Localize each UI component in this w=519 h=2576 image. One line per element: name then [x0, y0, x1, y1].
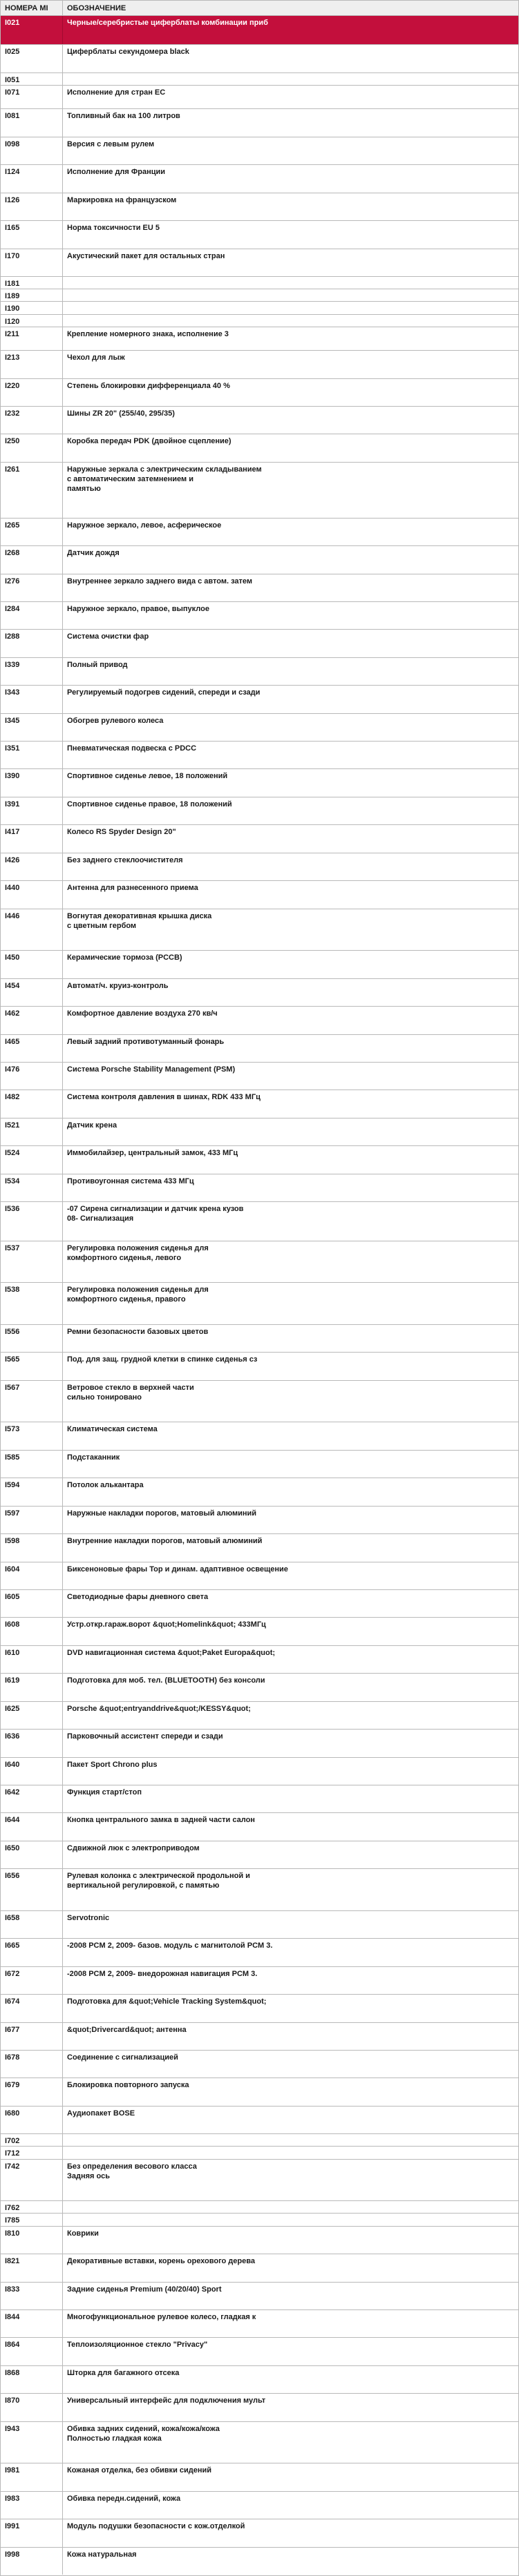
option-description: Обивка передн.сидений, кожа: [67, 2495, 181, 2503]
option-description: Керамические тормоза (PCCB): [67, 953, 182, 962]
table-row[interactable]: [1, 713, 518, 741]
table-row[interactable]: [1, 2022, 518, 2050]
option-description: Пневматическая подвеска с PDCC: [67, 744, 197, 753]
option-description: Наружные зеркала с электрическим складыванием с автоматическим затемнением и памятью: [67, 465, 262, 493]
option-code: I658: [1, 1911, 63, 1938]
table-header: [1, 0, 518, 15]
table-row[interactable]: [1, 1533, 518, 1562]
option-description: Servotronic: [67, 1914, 110, 1922]
option-code: I598: [1, 1534, 63, 1562]
option-code: I672: [1, 1967, 63, 1994]
option-code: I573: [1, 1422, 63, 1450]
option-code: I625: [1, 1702, 63, 1729]
option-description: Коробка передач PDK (двойное сцепление): [67, 437, 232, 445]
option-description: Декоративные вставки, корень орехового дерева: [67, 2257, 255, 2265]
option-description: Функция старт/стоп: [67, 1788, 142, 1797]
table-row[interactable]: [1, 108, 518, 137]
table-row[interactable]: [1, 1645, 518, 1673]
option-code: I610: [1, 1646, 63, 1673]
option-description: Система контроля давления в шинах, RDK 433 МГц: [67, 1093, 261, 1101]
option-description: Антенна для разнесенного приема: [67, 884, 198, 892]
option-code: I261: [1, 463, 63, 518]
table-row[interactable]: [1, 1938, 518, 1966]
option-description: Маркировка на французском: [67, 196, 177, 204]
option-description: Регулировка положения сиденья для комфортного сиденья, правого: [67, 1286, 209, 1304]
option-code: I426: [1, 853, 63, 880]
table-row[interactable]: [1, 1352, 518, 1380]
option-description: Коврики: [67, 2229, 99, 2238]
option-code: I454: [1, 979, 63, 1006]
option-code: I640: [1, 1758, 63, 1785]
option-description: Устр.откр.гараж.ворот &quot;Homelink&quot; 433МГц: [67, 1620, 266, 1629]
option-description: Датчик дождя: [67, 549, 120, 557]
table-row[interactable]: [1, 1673, 518, 1701]
table-row[interactable]: [1, 1994, 518, 2022]
table-row[interactable]: [1, 2519, 518, 2547]
table-row[interactable]: [1, 2106, 518, 2133]
table-row[interactable]: [1, 1241, 518, 1282]
option-description: Биксеноновые фары Top и динам. адаптивное освещение: [67, 1565, 288, 1573]
table-row[interactable]: [1, 1757, 518, 1785]
option-description: Левый задний противотуманный фонарь: [67, 1038, 225, 1046]
table-row[interactable]: [1, 950, 518, 978]
option-code: I844: [1, 2310, 63, 2337]
table-row[interactable]: [1, 2309, 518, 2337]
option-code: I284: [1, 602, 63, 629]
option-code: I211: [1, 327, 63, 350]
table-row[interactable]: [1, 2491, 518, 2519]
option-description: Пакет Sport Chrono plus: [67, 1761, 158, 1769]
table-row[interactable]: [1, 2213, 518, 2226]
table-row[interactable]: [1, 797, 518, 824]
table-row[interactable]: [1, 657, 518, 685]
option-description: Противоугонная система 433 МГц: [67, 1177, 194, 1185]
table-row[interactable]: [1, 2226, 518, 2254]
option-description: DVD навигационная система &quot;Paket Europa&quot;: [67, 1649, 276, 1657]
option-code: I081: [1, 109, 63, 137]
table-row[interactable]: [1, 314, 518, 327]
table-row[interactable]: [1, 1589, 518, 1617]
header-code: НОМЕРА MI: [1, 1, 63, 15]
option-description: Ветровое стекло в верхней части сильно тонировано: [67, 1384, 194, 1402]
option-code: I742: [1, 2160, 63, 2200]
option-code: I604: [1, 1562, 63, 1589]
option-code: I943: [1, 2422, 63, 2463]
option-description: Полный привод: [67, 661, 128, 669]
option-description: [63, 277, 518, 289]
table-row[interactable]: [1, 249, 518, 276]
option-description: Без определения весового класса Задняя ось: [67, 2162, 197, 2180]
table-row[interactable]: [1, 1324, 518, 1352]
option-code: I605: [1, 1590, 63, 1617]
table-row[interactable]: [1, 1785, 518, 1812]
option-code: I250: [1, 434, 63, 462]
table-row[interactable]: [1, 1868, 518, 1910]
table-row[interactable]: [1, 1090, 518, 1118]
table-row[interactable]: [1, 2200, 518, 2213]
table-row[interactable]: [1, 2050, 518, 2078]
table-row[interactable]: [1, 193, 518, 220]
table-row[interactable]: [1, 276, 518, 289]
option-description: Внутренние накладки порогов, матовый алюминий: [67, 1537, 263, 1545]
option-code: I650: [1, 1841, 63, 1868]
option-description: Модуль подушки безопасности с кож.отделкой: [67, 2522, 245, 2530]
table-row[interactable]: [1, 1966, 518, 1994]
option-description: Внутреннее зеркало заднего вида с автом. затем: [67, 577, 253, 585]
option-code: I268: [1, 546, 63, 574]
option-description: [63, 73, 518, 85]
option-description: Кожаная отделка, без обивки сидений: [67, 2466, 212, 2475]
option-description: Норма токсичности EU 5: [67, 224, 160, 232]
table-row[interactable]: [1, 2133, 518, 2146]
option-code: I665: [1, 1939, 63, 1966]
option-code: I417: [1, 825, 63, 853]
option-description: [63, 2214, 518, 2226]
table-row[interactable]: [1, 1006, 518, 1034]
option-code: I288: [1, 630, 63, 657]
option-code: I656: [1, 1869, 63, 1910]
option-code: I585: [1, 1451, 63, 1478]
option-description: [63, 302, 518, 314]
table-row[interactable]: [1, 350, 518, 378]
option-description: Циферблаты секундомера black: [67, 48, 189, 56]
option-code: I165: [1, 221, 63, 249]
option-description: Кнопка центрального замка в задней части салон: [67, 1816, 255, 1824]
option-code: I465: [1, 1035, 63, 1062]
option-description: Акустический пакет для остальных стран: [67, 252, 225, 260]
option-code: I537: [1, 1241, 63, 1282]
table-row[interactable]: [1, 2463, 518, 2491]
option-description: Спортивное сиденье левое, 18 положений: [67, 772, 228, 780]
option-description: Вогнутая декоративная крышка диска с цветным гербом: [67, 912, 212, 930]
table-row[interactable]: [1, 1617, 518, 1645]
option-description: Задние сиденья Premium (40/20/40) Sport: [67, 2285, 222, 2294]
option-description: Наружное зеркало, правое, выпуклое: [67, 605, 209, 613]
option-code: I345: [1, 714, 63, 741]
table-body: [1, 15, 518, 2575]
option-description: Теплоизоляционное стекло "Privacy": [67, 2341, 208, 2349]
option-code: I051: [1, 73, 63, 85]
option-description: Наружное зеркало, левое, асферическое: [67, 521, 222, 530]
table-row[interactable]: [1, 378, 518, 406]
option-description: Подготовка для моб. тел. (BLUETOOTH) без консоли: [67, 1676, 265, 1685]
table-row[interactable]: [1, 1910, 518, 1938]
table-row[interactable]: [1, 1174, 518, 1201]
table-row[interactable]: [1, 1562, 518, 1589]
option-code: I390: [1, 769, 63, 797]
table-row[interactable]: [1, 1422, 518, 1450]
option-description: Блокировка повторного запуска: [67, 2081, 189, 2089]
option-description: [63, 2201, 518, 2213]
option-description: Иммобилайзер, центральный замок, 433 МГц: [67, 1149, 238, 1157]
option-code: I213: [1, 351, 63, 378]
option-code: I120: [1, 315, 63, 327]
option-description: Спортивное сиденье правое, 18 положений: [67, 800, 232, 808]
table-row[interactable]: [1, 824, 518, 853]
option-code: I440: [1, 881, 63, 909]
option-description: Обогрев рулевого колеса: [67, 717, 164, 725]
option-description: Чехол для лыж: [67, 354, 125, 362]
table-row[interactable]: [1, 1450, 518, 1478]
table-row[interactable]: [1, 2254, 518, 2282]
option-code: I644: [1, 1813, 63, 1841]
option-code: I181: [1, 277, 63, 289]
option-code: I339: [1, 658, 63, 685]
option-description: [63, 2134, 518, 2146]
table-row[interactable]: [1, 518, 518, 545]
table-row[interactable]: [1, 1478, 518, 1506]
option-description: Климатическая система: [67, 1425, 158, 1433]
table-row[interactable]: [1, 853, 518, 880]
table-row[interactable]: [1, 15, 518, 44]
table-row[interactable]: [1, 768, 518, 797]
option-code: I565: [1, 1353, 63, 1380]
option-description: Потолок алькантара: [67, 1481, 144, 1489]
option-description: Датчик крена: [67, 1121, 117, 1130]
option-code: I265: [1, 519, 63, 545]
table-row[interactable]: [1, 685, 518, 713]
option-description: Топливный бак на 100 литров: [67, 112, 180, 120]
option-description: Комфортное давление воздуха 270 кв/ч: [67, 1009, 218, 1018]
table-row[interactable]: [1, 85, 518, 108]
option-code: I567: [1, 1381, 63, 1422]
table-row[interactable]: [1, 2337, 518, 2365]
option-code: I679: [1, 2078, 63, 2106]
option-code: I983: [1, 2492, 63, 2519]
option-code: I098: [1, 137, 63, 164]
table-row[interactable]: [1, 2159, 518, 2200]
option-description: Черные/серебристые циферблаты комбинации приб: [67, 19, 268, 27]
option-description: &quot;Drivercard&quot; антенна: [67, 2026, 187, 2034]
option-code: I462: [1, 1007, 63, 1034]
option-description: -07 Сирена сигнализации и датчик крена кузов 08- Сигнализация: [67, 1205, 244, 1223]
option-code: I680: [1, 2107, 63, 2133]
option-code: I170: [1, 249, 63, 276]
option-code: I597: [1, 1507, 63, 1533]
option-code: I232: [1, 407, 63, 434]
option-code: I619: [1, 1674, 63, 1701]
table-row[interactable]: [1, 462, 518, 518]
option-description: Крепление номерного знака, исполнение 3: [67, 330, 229, 338]
option-code: I343: [1, 686, 63, 713]
option-description: Исполнение для стран ЕС: [67, 88, 166, 97]
option-code: I636: [1, 1730, 63, 1757]
table-row[interactable]: [1, 1201, 518, 1241]
option-code: I276: [1, 574, 63, 601]
option-code: I821: [1, 2254, 63, 2282]
option-code: I678: [1, 2051, 63, 2078]
option-description: Сдвижной люк с электроприводом: [67, 1844, 200, 1852]
option-code: I998: [1, 2548, 63, 2575]
option-code: I642: [1, 1785, 63, 1812]
header-description: ОБОЗНАЧЕНИЕ: [67, 4, 126, 12]
table-row[interactable]: [1, 1118, 518, 1145]
table-row[interactable]: [1, 1506, 518, 1533]
option-code: I810: [1, 2227, 63, 2254]
table-row[interactable]: [1, 289, 518, 301]
option-code: I482: [1, 1090, 63, 1118]
option-description: Рулевая колонка с электрической продольной и вертикальной регулировкой, с памятью: [67, 1872, 250, 1890]
option-code: I025: [1, 45, 63, 72]
option-description: [63, 2147, 518, 2159]
option-code: I785: [1, 2214, 63, 2226]
option-code: I190: [1, 302, 63, 314]
option-description: Кожа натуральная: [67, 2550, 137, 2559]
option-code: I189: [1, 289, 63, 301]
table-row[interactable]: [1, 978, 518, 1006]
table-row[interactable]: [1, 2282, 518, 2309]
table-row[interactable]: [1, 1034, 518, 1062]
option-code: I446: [1, 909, 63, 950]
option-description: Ремни безопасности базовых цветов: [67, 1328, 209, 1336]
option-description: -2008 PCM 2, 2009- базов. модуль с магнитолой PCM 3.: [67, 1941, 273, 1950]
table-row[interactable]: [1, 2365, 518, 2393]
option-code: I556: [1, 1325, 63, 1352]
option-code: I712: [1, 2147, 63, 2159]
option-description: Под. для защ. грудной клетки в спинке сиденья сз: [67, 1355, 258, 1364]
option-description: Версия с левым рулем: [67, 140, 155, 148]
option-code: I538: [1, 1283, 63, 1324]
table-row[interactable]: [1, 1812, 518, 1841]
option-description: Многофункциональное рулевое колесо, гладкая к: [67, 2313, 256, 2321]
option-code: I450: [1, 951, 63, 978]
option-code: I868: [1, 2366, 63, 2393]
table-row[interactable]: [1, 72, 518, 85]
table-row[interactable]: [1, 1729, 518, 1757]
option-description: Универсальный интерфейс для подключения мульт: [67, 2396, 266, 2405]
option-description: Porsche &quot;entryanddrive&quot;/KESSY&quot;: [67, 1705, 251, 1713]
option-description: Аудиопакет BOSE: [67, 2109, 135, 2118]
table-row[interactable]: [1, 137, 518, 164]
option-description: Обивка задних сидений, кожа/кожа/кожа Полностью гладкая кожа: [67, 2425, 220, 2443]
option-code: I674: [1, 1995, 63, 2022]
option-code: I220: [1, 379, 63, 406]
table-row[interactable]: [1, 1380, 518, 1422]
option-description: Шторка для багажного отсека: [67, 2369, 180, 2377]
table-row[interactable]: [1, 1062, 518, 1090]
option-description: Без заднего стеклоочистителя: [67, 856, 183, 864]
option-code: I762: [1, 2201, 63, 2213]
option-code: I594: [1, 1478, 63, 1506]
table-row[interactable]: [1, 741, 518, 768]
table-row[interactable]: [1, 2421, 518, 2463]
option-code: I521: [1, 1118, 63, 1145]
option-code: I981: [1, 2463, 63, 2491]
option-code: I124: [1, 165, 63, 193]
table-row[interactable]: [1, 164, 518, 193]
option-description: Регулируемый подогрев сидений, спереди и сзади: [67, 688, 261, 697]
option-description: -2008 PCM 2, 2009- внедорожная навигация PCM 3.: [67, 1970, 258, 1978]
option-code: I534: [1, 1174, 63, 1201]
option-code: I536: [1, 1202, 63, 1241]
table-row[interactable]: [1, 2393, 518, 2421]
option-code: I702: [1, 2134, 63, 2146]
option-code: I991: [1, 2519, 63, 2547]
option-description: Система очистки фар: [67, 632, 149, 641]
option-description: Регулировка положения сиденья для комфортного сиденья, левого: [67, 1244, 209, 1262]
table-row[interactable]: [1, 880, 518, 909]
option-description: Светодиодные фары дневного света: [67, 1593, 209, 1601]
table-row[interactable]: [1, 1701, 518, 1729]
table-row[interactable]: [1, 301, 518, 314]
option-code: I677: [1, 2023, 63, 2050]
table-row[interactable]: [1, 545, 518, 574]
table-row[interactable]: [1, 1282, 518, 1324]
table-row[interactable]: [1, 327, 518, 350]
option-description: [63, 289, 518, 301]
table-row[interactable]: [1, 220, 518, 249]
option-description: Исполнение для Франции: [67, 168, 166, 176]
table-row[interactable]: [1, 574, 518, 601]
table-row[interactable]: [1, 2078, 518, 2106]
option-description: Система Porsche Stability Management (PSM): [67, 1065, 236, 1074]
option-code: I608: [1, 1618, 63, 1645]
table-row[interactable]: [1, 601, 518, 629]
option-code: I864: [1, 2338, 63, 2365]
table-row[interactable]: [1, 909, 518, 950]
option-code: I391: [1, 797, 63, 824]
table-row[interactable]: [1, 2547, 518, 2575]
option-description: [63, 315, 518, 327]
table-row[interactable]: [1, 629, 518, 657]
option-description: Соединение с сигнализацией: [67, 2053, 178, 2062]
option-code: I476: [1, 1063, 63, 1090]
option-code: I071: [1, 86, 63, 108]
table-row[interactable]: [1, 1841, 518, 1868]
table-row[interactable]: [1, 2146, 518, 2159]
table-row[interactable]: [1, 434, 518, 462]
option-code: I870: [1, 2394, 63, 2421]
option-code: I126: [1, 193, 63, 220]
option-code: I351: [1, 742, 63, 768]
option-code: I833: [1, 2283, 63, 2309]
option-description: Автомат/ч. круиз-контроль: [67, 982, 169, 990]
option-description: Шины ZR 20" (255/40, 295/35): [67, 409, 175, 418]
table-row[interactable]: [1, 1145, 518, 1174]
option-code: I021: [1, 16, 63, 44]
option-description: Подстаканник: [67, 1453, 120, 1462]
option-description: Парковочный ассистент спереди и сзади: [67, 1732, 223, 1741]
option-code: I524: [1, 1146, 63, 1174]
option-description: Колесо RS Spyder Design 20": [67, 828, 176, 836]
option-description: Степень блокировки дифференциала 40 %: [67, 382, 230, 390]
table-row[interactable]: [1, 406, 518, 434]
option-description: Наружные накладки порогов, матовый алюминий: [67, 1509, 257, 1518]
table-row[interactable]: [1, 44, 518, 72]
option-description: Подготовка для &quot;Vehicle Tracking System&quot;: [67, 1997, 267, 2006]
